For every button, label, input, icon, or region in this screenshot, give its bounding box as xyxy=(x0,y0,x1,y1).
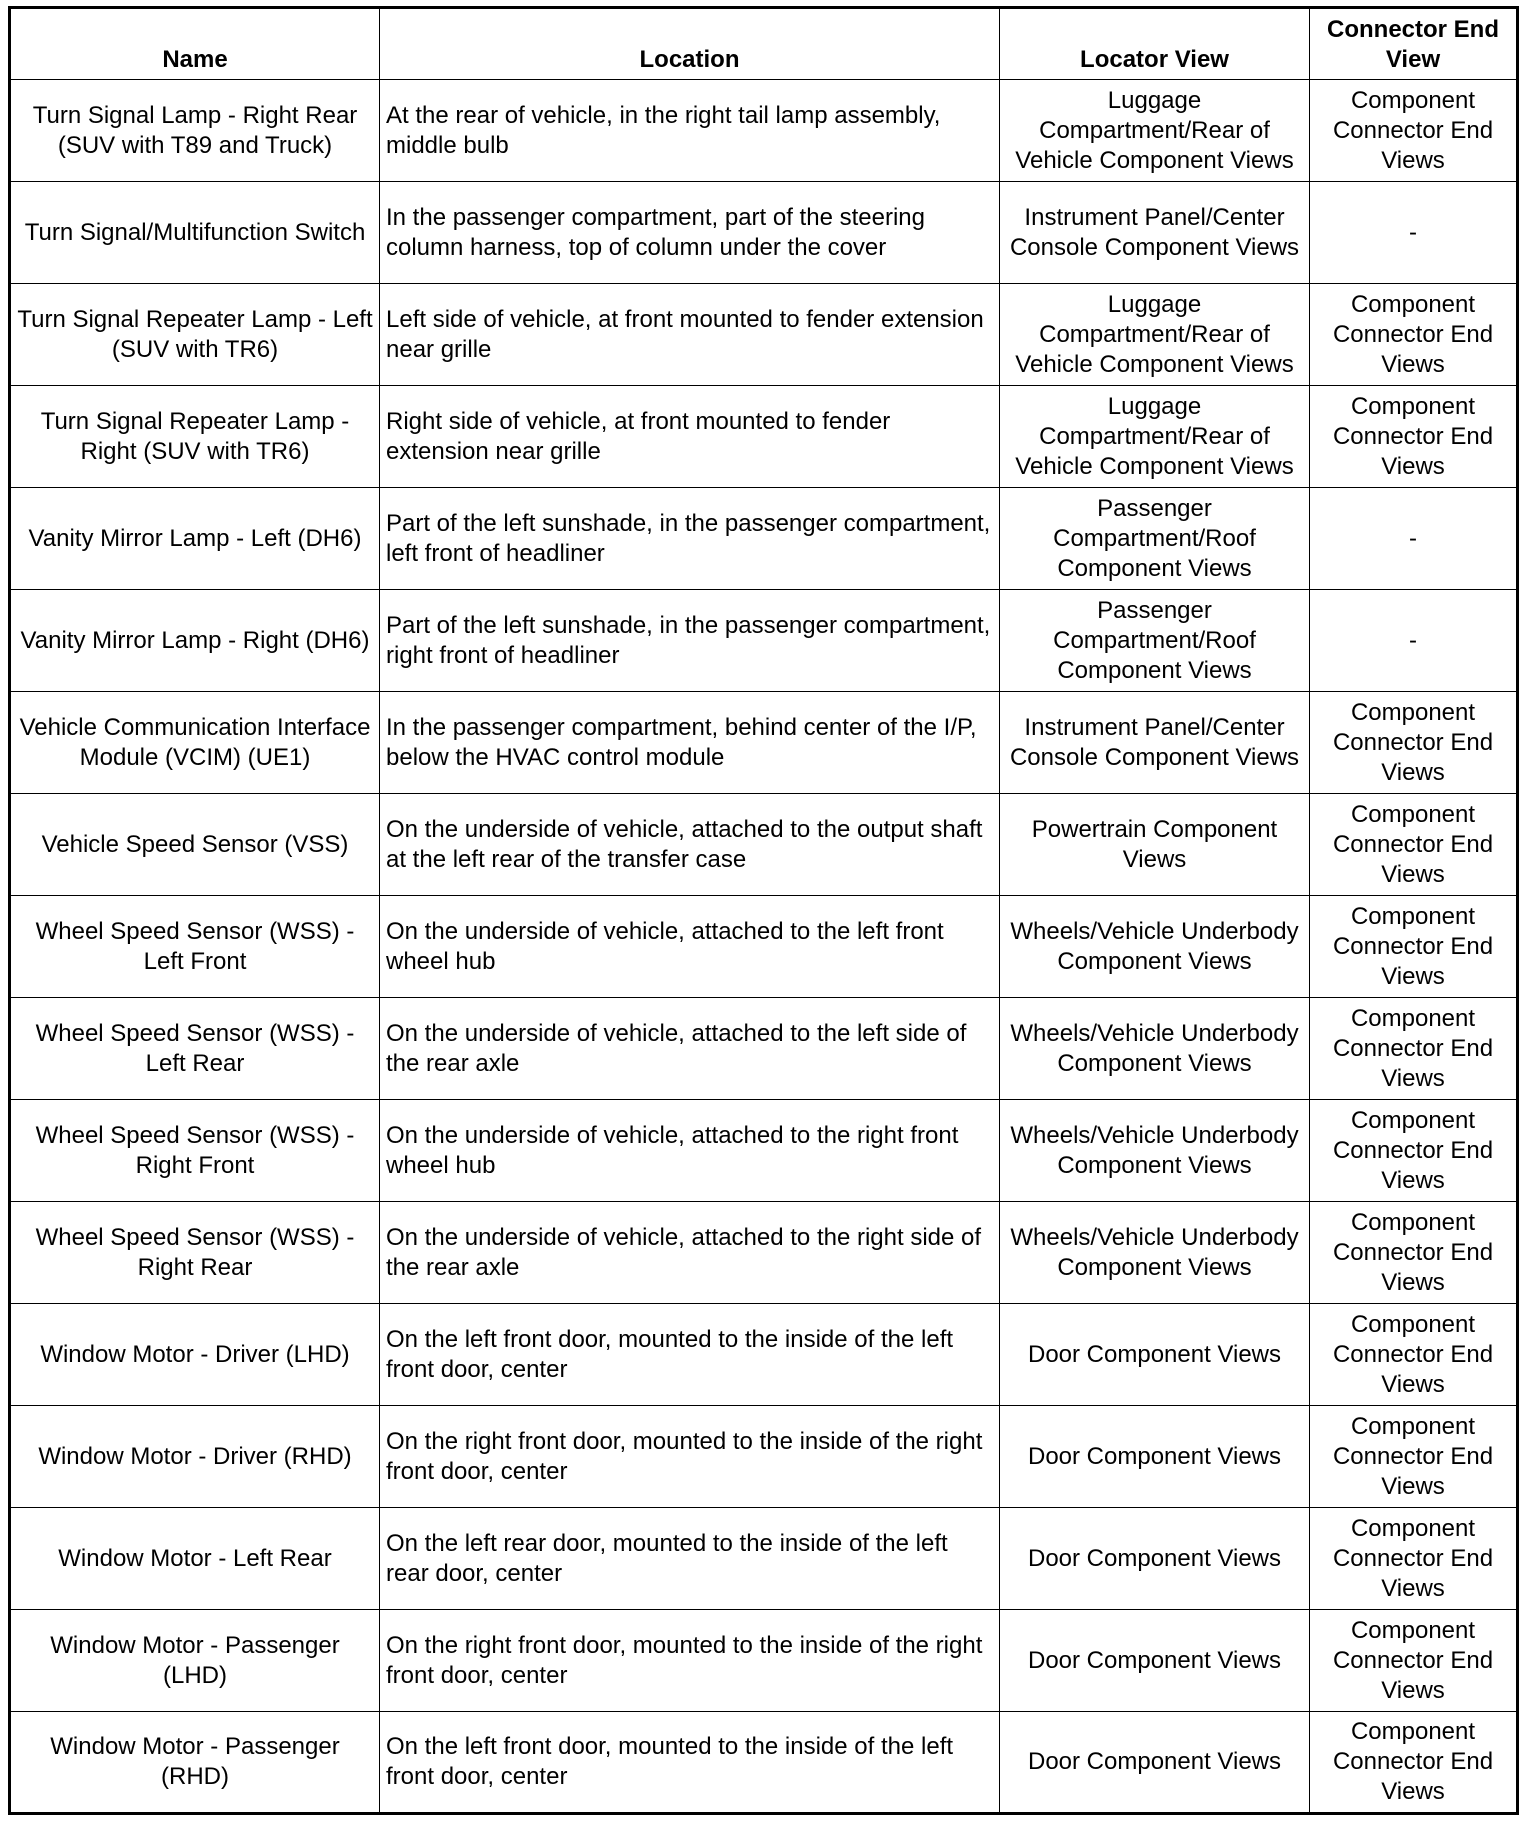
cell-name: Window Motor - Left Rear xyxy=(10,1508,380,1610)
cell-name: Window Motor - Driver (RHD) xyxy=(10,1406,380,1508)
cell-locator-view[interactable]: Door Component Views xyxy=(1000,1508,1310,1610)
cell-locator-view[interactable]: Passenger Compartment/Roof Component Views xyxy=(1000,488,1310,590)
cell-locator-view[interactable]: Luggage Compartment/Rear of Vehicle Component Views xyxy=(1000,386,1310,488)
cell-connector-end-view: - xyxy=(1310,590,1518,692)
component-locator-table xyxy=(8,6,1519,1815)
cell-connector-end-view[interactable]: Component Connector End Views xyxy=(1310,1610,1518,1712)
component-locator-table-container xyxy=(8,6,1519,1815)
header-name: Name xyxy=(10,8,380,80)
table-header-row xyxy=(10,8,1518,80)
cell-location: On the underside of vehicle, attached to the left side of the rear axle xyxy=(380,998,1000,1100)
table-row xyxy=(10,794,1518,896)
cell-name: Vehicle Communication Interface Module (VCIM) (UE1) xyxy=(10,692,380,794)
table-row xyxy=(10,182,1518,284)
cell-locator-view[interactable]: Powertrain Component Views xyxy=(1000,794,1310,896)
cell-location: On the underside of vehicle, attached to the left front wheel hub xyxy=(380,896,1000,998)
cell-locator-view[interactable]: Wheels/Vehicle Underbody Component Views xyxy=(1000,896,1310,998)
cell-name: Turn Signal Repeater Lamp - Right (SUV with TR6) xyxy=(10,386,380,488)
cell-name: Turn Signal Lamp - Right Rear (SUV with T89 and Truck) xyxy=(10,80,380,182)
cell-location: At the rear of vehicle, in the right tail lamp assembly, middle bulb xyxy=(380,80,1000,182)
table-row xyxy=(10,488,1518,590)
cell-name: Window Motor - Driver (LHD) xyxy=(10,1304,380,1406)
cell-location: On the underside of vehicle, attached to the output shaft at the left rear of the transfer case xyxy=(380,794,1000,896)
cell-name: Turn Signal/Multifunction Switch xyxy=(10,182,380,284)
cell-connector-end-view[interactable]: Component Connector End Views xyxy=(1310,896,1518,998)
cell-location: In the passenger compartment, behind center of the I/P, below the HVAC control module xyxy=(380,692,1000,794)
cell-location: Left side of vehicle, at front mounted to fender extension near grille xyxy=(380,284,1000,386)
table-body xyxy=(10,80,1518,1814)
cell-locator-view[interactable]: Wheels/Vehicle Underbody Component Views xyxy=(1000,1202,1310,1304)
table-row xyxy=(10,1610,1518,1712)
cell-location: Right side of vehicle, at front mounted to fender extension near grille xyxy=(380,386,1000,488)
cell-locator-view[interactable]: Door Component Views xyxy=(1000,1712,1310,1814)
cell-name: Vanity Mirror Lamp - Left (DH6) xyxy=(10,488,380,590)
cell-location: On the left rear door, mounted to the inside of the left rear door, center xyxy=(380,1508,1000,1610)
header-locator-view: Locator View xyxy=(1000,8,1310,80)
table-row xyxy=(10,80,1518,182)
cell-locator-view[interactable]: Instrument Panel/Center Console Component Views xyxy=(1000,692,1310,794)
cell-name: Wheel Speed Sensor (WSS) - Right Front xyxy=(10,1100,380,1202)
table-row xyxy=(10,1712,1518,1814)
cell-location: On the right front door, mounted to the inside of the right front door, center xyxy=(380,1406,1000,1508)
cell-connector-end-view[interactable]: Component Connector End Views xyxy=(1310,1508,1518,1610)
table-row xyxy=(10,1100,1518,1202)
cell-connector-end-view[interactable]: Component Connector End Views xyxy=(1310,998,1518,1100)
cell-locator-view[interactable]: Door Component Views xyxy=(1000,1610,1310,1712)
cell-connector-end-view[interactable]: Component Connector End Views xyxy=(1310,1406,1518,1508)
cell-locator-view[interactable]: Passenger Compartment/Roof Component Views xyxy=(1000,590,1310,692)
cell-name: Wheel Speed Sensor (WSS) - Left Front xyxy=(10,896,380,998)
cell-connector-end-view[interactable]: Component Connector End Views xyxy=(1310,284,1518,386)
cell-location: In the passenger compartment, part of the steering column harness, top of column under the cover xyxy=(380,182,1000,284)
cell-name: Wheel Speed Sensor (WSS) - Left Rear xyxy=(10,998,380,1100)
cell-connector-end-view[interactable]: Component Connector End Views xyxy=(1310,1202,1518,1304)
cell-locator-view[interactable]: Wheels/Vehicle Underbody Component Views xyxy=(1000,1100,1310,1202)
cell-location: On the underside of vehicle, attached to the right side of the rear axle xyxy=(380,1202,1000,1304)
table-row xyxy=(10,284,1518,386)
cell-connector-end-view[interactable]: Component Connector End Views xyxy=(1310,80,1518,182)
cell-location: Part of the left sunshade, in the passenger compartment, right front of headliner xyxy=(380,590,1000,692)
cell-connector-end-view: - xyxy=(1310,182,1518,284)
cell-locator-view[interactable]: Door Component Views xyxy=(1000,1304,1310,1406)
cell-connector-end-view[interactable]: Component Connector End Views xyxy=(1310,1712,1518,1814)
cell-name: Wheel Speed Sensor (WSS) - Right Rear xyxy=(10,1202,380,1304)
table-row xyxy=(10,1406,1518,1508)
cell-name: Window Motor - Passenger (RHD) xyxy=(10,1712,380,1814)
table-row xyxy=(10,590,1518,692)
cell-location: Part of the left sunshade, in the passenger compartment, left front of headliner xyxy=(380,488,1000,590)
table-row xyxy=(10,998,1518,1100)
cell-locator-view[interactable]: Door Component Views xyxy=(1000,1406,1310,1508)
table-row xyxy=(10,896,1518,998)
header-location: Location xyxy=(380,8,1000,80)
cell-name: Window Motor - Passenger (LHD) xyxy=(10,1610,380,1712)
cell-locator-view[interactable]: Wheels/Vehicle Underbody Component Views xyxy=(1000,998,1310,1100)
cell-connector-end-view[interactable]: Component Connector End Views xyxy=(1310,794,1518,896)
cell-name: Turn Signal Repeater Lamp - Left (SUV with TR6) xyxy=(10,284,380,386)
cell-connector-end-view[interactable]: Component Connector End Views xyxy=(1310,692,1518,794)
cell-connector-end-view: - xyxy=(1310,488,1518,590)
cell-connector-end-view[interactable]: Component Connector End Views xyxy=(1310,1100,1518,1202)
table-row xyxy=(10,1508,1518,1610)
cell-locator-view[interactable]: Luggage Compartment/Rear of Vehicle Component Views xyxy=(1000,80,1310,182)
cell-location: On the right front door, mounted to the inside of the right front door, center xyxy=(380,1610,1000,1712)
table-row xyxy=(10,1202,1518,1304)
cell-name: Vehicle Speed Sensor (VSS) xyxy=(10,794,380,896)
table-row xyxy=(10,692,1518,794)
table-row xyxy=(10,1304,1518,1406)
cell-name: Vanity Mirror Lamp - Right (DH6) xyxy=(10,590,380,692)
cell-connector-end-view[interactable]: Component Connector End Views xyxy=(1310,386,1518,488)
cell-locator-view[interactable]: Luggage Compartment/Rear of Vehicle Component Views xyxy=(1000,284,1310,386)
cell-location: On the underside of vehicle, attached to the right front wheel hub xyxy=(380,1100,1000,1202)
cell-locator-view[interactable]: Instrument Panel/Center Console Component Views xyxy=(1000,182,1310,284)
cell-connector-end-view[interactable]: Component Connector End Views xyxy=(1310,1304,1518,1406)
header-connector-end-view: Connector End View xyxy=(1310,8,1518,80)
cell-location: On the left front door, mounted to the inside of the left front door, center xyxy=(380,1304,1000,1406)
cell-location: On the left front door, mounted to the inside of the left front door, center xyxy=(380,1712,1000,1814)
table-row xyxy=(10,386,1518,488)
